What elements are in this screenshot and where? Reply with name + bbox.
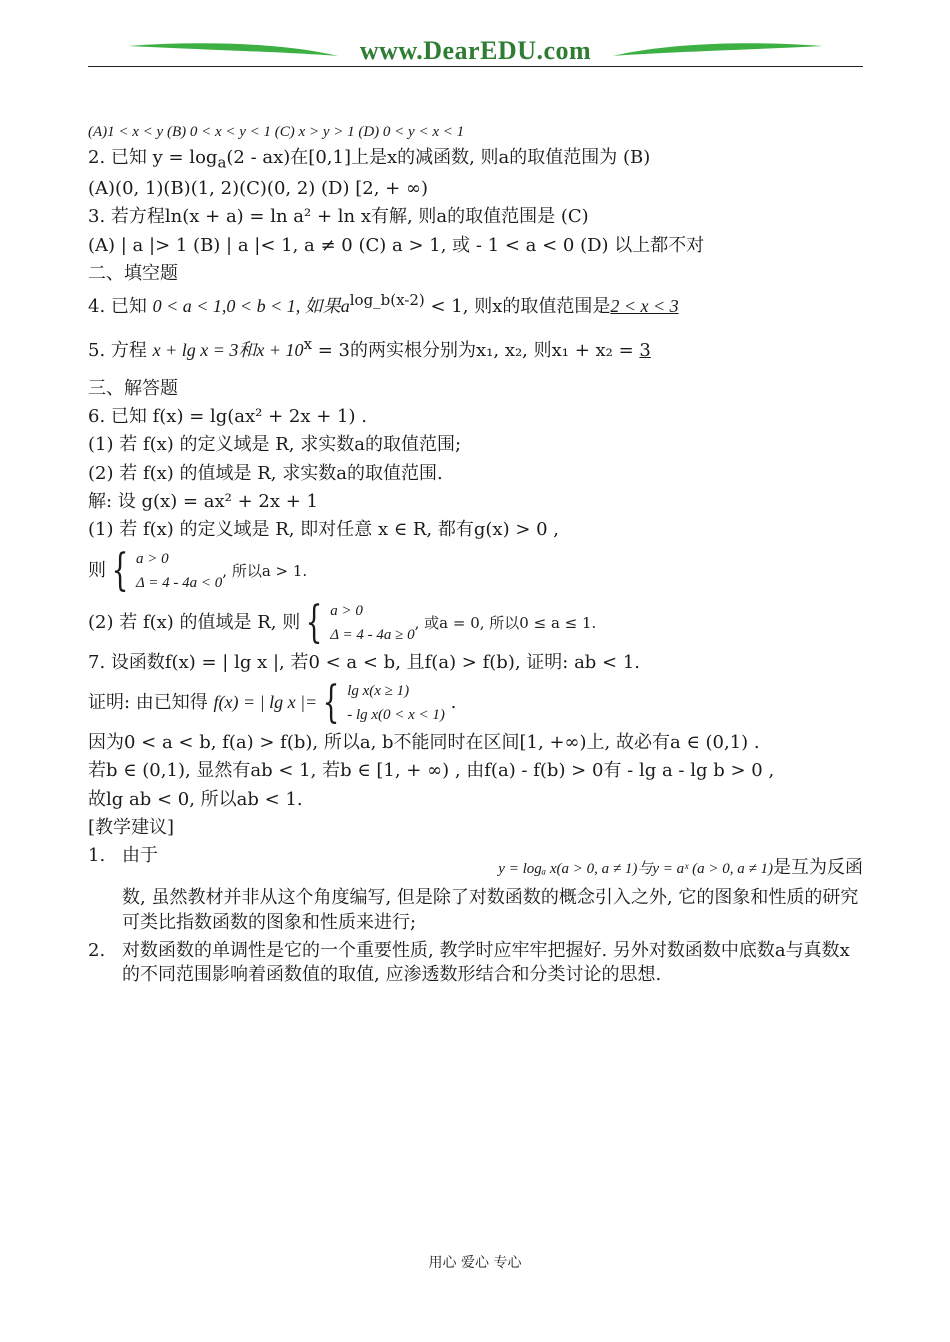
q2-options: (A)(0, 1)(B)(1, 2)(C)(0, 2) (D) [2, + ∞) — [88, 178, 428, 200]
left-brace-icon: { — [305, 596, 323, 648]
q4-answer: 2 < x < 3 — [610, 296, 679, 317]
q6-text: 6. 已知 f(x) = lg(ax² + 2x + 1) . — [88, 406, 367, 428]
header-rule — [88, 66, 863, 67]
solution-intro: 解: 设 g(x) = ax² + 2x + 1 — [88, 491, 318, 513]
q3-text: 3. 若方程ln(x + a) = ln a² + ln x有解, 则a的取值范围是 (C) — [88, 206, 589, 228]
q3-options: (A) | a |> 1 (B) | a |< 1, a ≠ 0 (C) a > 1, 或 - 1 < a < 0 (D) 以上都不对 — [88, 234, 705, 256]
q6-part2: (2) 若 f(x) 的值域是 R, 求实数a的取值范围. — [88, 462, 443, 484]
solution-part1-system: 则 { a > 0 Δ = 4 - 4a < 0, 所以a > 1. — [88, 544, 308, 596]
proof-line3: 故lg ab < 0, 所以ab < 1. — [88, 788, 303, 810]
document-body — [88, 122, 863, 988]
q7-text: 7. 设函数f(x) = | lg x |, 若0 < a < b, 且f(a) > f(b), 证明: ab < 1. — [88, 651, 641, 673]
q2-text: 2. 已知 $y = \log_a(2 - ax)$在[0,1]上是x的减函数, 则a的取值范围为 (B) — [88, 147, 651, 172]
q5-text: 5. 方程 x + lg x = 3和$x + 10^x = 3$的两实根分别为x₁, x₂, 则x₁ + x₂ = 3 — [88, 334, 651, 361]
section-fill-in-title: 二、填空题 — [88, 262, 178, 284]
q4-text: 4. 已知 0 < a < 1,0 < b < 1, 如果$a^{log\_b(x-2)} < 1$, 则x的取值范围是2 < x < 3 — [88, 291, 679, 318]
left-brace-icon: { — [322, 676, 340, 728]
site-brand: www.DearEDU.com — [359, 36, 592, 65]
left-brace-icon: { — [111, 544, 129, 596]
proof-piecewise: 证明: 由已知得 f(x) = | lg x |= { lg x(x ≥ 1) - lg x(0 < x < 1) . — [88, 676, 457, 728]
q5-answer: 3 — [639, 339, 651, 361]
q6-part1: (1) 若 f(x) 的定义域是 R, 求实数a的取值范围; — [88, 434, 462, 456]
solution-part2-system: (2) 若 f(x) 的值域是 R, 则 { a > 0 Δ = 4 - 4a ≥ 0, 或a = 0, 所以0 ≤ a ≤ 1. — [88, 596, 597, 648]
proof-line2: 若b ∈ (0,1), 显然有ab < 1, 若b ∈ [1, + ∞) , 由f(a) - f(b) > 0有 - lg a - lg b > 0 , — [88, 760, 775, 782]
teaching-title: [教学建议] — [88, 816, 175, 838]
proof-line1: 因为0 < a < b, f(a) > f(b), 所以a, b不能同时在区间[1, +∞)上, 故必有a ∈ (0,1) . — [88, 731, 760, 753]
section-answer-title: 三、解答题 — [88, 377, 178, 399]
page-footer: 用心 爱心 专心 — [428, 1255, 522, 1271]
teaching-item-2: 2. 对数函数的单调性是它的一个重要性质, 教学时应牢牢把握好. 另外对数函数中底数a与真数x的不同范围影响着函数值的取值, 应渗透数形结合和分类讨论的思想. — [88, 940, 850, 986]
teaching-item-1: 1. 由于 y = logₐ x(a > 0, a ≠ 1)与y = aˣ (a > 0, a ≠ 1)是互为反函 数, 虽然教材并非从这个角度编写, 但是除了对数函数的概念引入之外, 它的图象和性质的研究可类比指数函数的图象和性质来进行; — [88, 845, 863, 933]
solution-part1: (1) 若 f(x) 的定义域是 R, 即对任意 x ∈ R, 都有g(x) > 0 , — [88, 519, 560, 541]
q1-options: (A)1 < x < y (B) 0 < x < y < 1 (C) x > y > 1 (D) 0 < y < x < 1 — [88, 124, 465, 140]
